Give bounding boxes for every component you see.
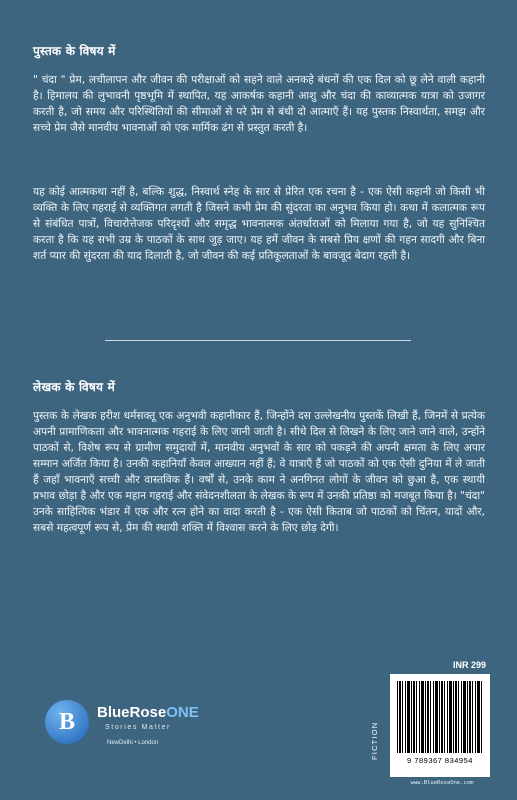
- genre-label: FICTION: [370, 721, 379, 760]
- publisher-website: www.BlueRoseOne.com: [410, 780, 474, 786]
- publisher-name-main: BlueRose: [97, 704, 167, 721]
- publisher-cities: NewDelhi • London: [107, 740, 159, 746]
- publisher-logo-icon: B: [45, 700, 89, 744]
- section-divider: [105, 340, 411, 341]
- about-book-heading: पुस्तक के विषय में: [33, 44, 116, 58]
- publisher-logo: [45, 697, 210, 752]
- price-label: INR 299: [453, 660, 487, 670]
- about-author-heading: लेखक के विषय में: [33, 380, 115, 394]
- isbn-number: 9 789367 834954: [407, 756, 473, 765]
- publisher-tagline: Stories Matter: [105, 724, 171, 731]
- about-book-paragraph-1: " चंदा " प्रेम, लचीलापन और जीवन की परीक्षाओं को सहने वाले अनकहे बंधनों की एक दिल को छू लेने वाली कहानी है। हिमालय की लुभावनी पृष्ठभूमि में स्थापित, यह आकर्षक कहानी आशु और चंदा की काव्यात्मक यात्रा को उजागर करती है, जो समय और परिस्थितियों की सीमाओं से परे प्रेम से बंधी दो आत्माएँ हैं। यह पुस्तक निस्वार्थता, समझ और सच्चे प्रेम जैसे मानवीय भावनाओं को एक मार्मिक ढंग से प्रस्तुत करती है।: [33, 74, 485, 134]
- about-book-paragraph-2: यह कोई आत्मकथा नहीं है, बल्कि शुद्ध, निस्वार्थ स्नेह के सार से प्रेरित एक रचना है - एक ऐसी कहानी जो किसी भी व्यक्ति के लिए गहराई से व्यक्तिगत लगती है जिसने कभी प्रेम की सुंदरता का अनुभव किया हो। कथा में कलात्मक रूप से संबंधित पात्रों, विचारोत्तेजक परिदृश्यों और समृद्ध भावनात्मक अंतर्धाराओं को मिलाया गया है, जो यह सुनिश्चित करता है कि यह सभी उम्र के पाठकों के साथ जुड़ जाए। यह हमें जीवन के सबसे प्रिय क्षणों की गहन सादगी और बिना शर्त प्यार की सुंदरता की याद दिलाती है, जो जीवन की कई प्रतिकूलताओं के बावजूद बेदाग रहती है।: [33, 186, 485, 262]
- barcode-bars: [397, 681, 483, 753]
- barcode: [390, 674, 490, 777]
- publisher-name: [97, 704, 199, 721]
- about-author-paragraph: पुस्तक के लेखक हरीश धर्मसक्तू एक अनुभवी कहानीकार हैं, जिन्होंने दस उल्लेखनीय पुस्तकें लिखी हैं, जिनमें से प्रत्येक अपनी प्रामाणिकता और भावनात्मक गहराई के लिए जानी जाती है। सीधे दिल से लिखने के लिए जाने जाने वाले, उन्होंने पाठकों से, विशेष रूप से ग्रामीण समुदायों में, मानवीय अनुभवों के सार को पकड़ने की अपनी क्षमता के लिए अपार सम्मान अर्जित किया है। उनकी कहानियाँ केवल आख्यान नहीं हैं; वे यात्राएँ हैं जो पाठकों को एक ऐसी दुनिया में ले जाती हैं जहाँ भावनाएँ सच्ची और वास्तविक हैं। वर्षों से, उनके काम ने अनगिनत लोगों के जीवन को छुआ है, एक स्थायी प्रभाव छोड़ा है और एक महान गहराई और संवेदनशीलता के लेखक के रूप में उनकी प्रतिष्ठा को मजबूत किया है। "चंदा" उनके साहित्यिक भंडार में एक और रत्न होने का वादा करती है - एक ऐसी किताब जो पाठकों को चिंतन, यादों और, सबसे महत्वपूर्ण रूप से, प्रेम की स्थायी शक्ति में विश्वास करने के लिए छोड़ देगी।: [33, 410, 485, 534]
- publisher-name-accent: ONE: [166, 704, 199, 721]
